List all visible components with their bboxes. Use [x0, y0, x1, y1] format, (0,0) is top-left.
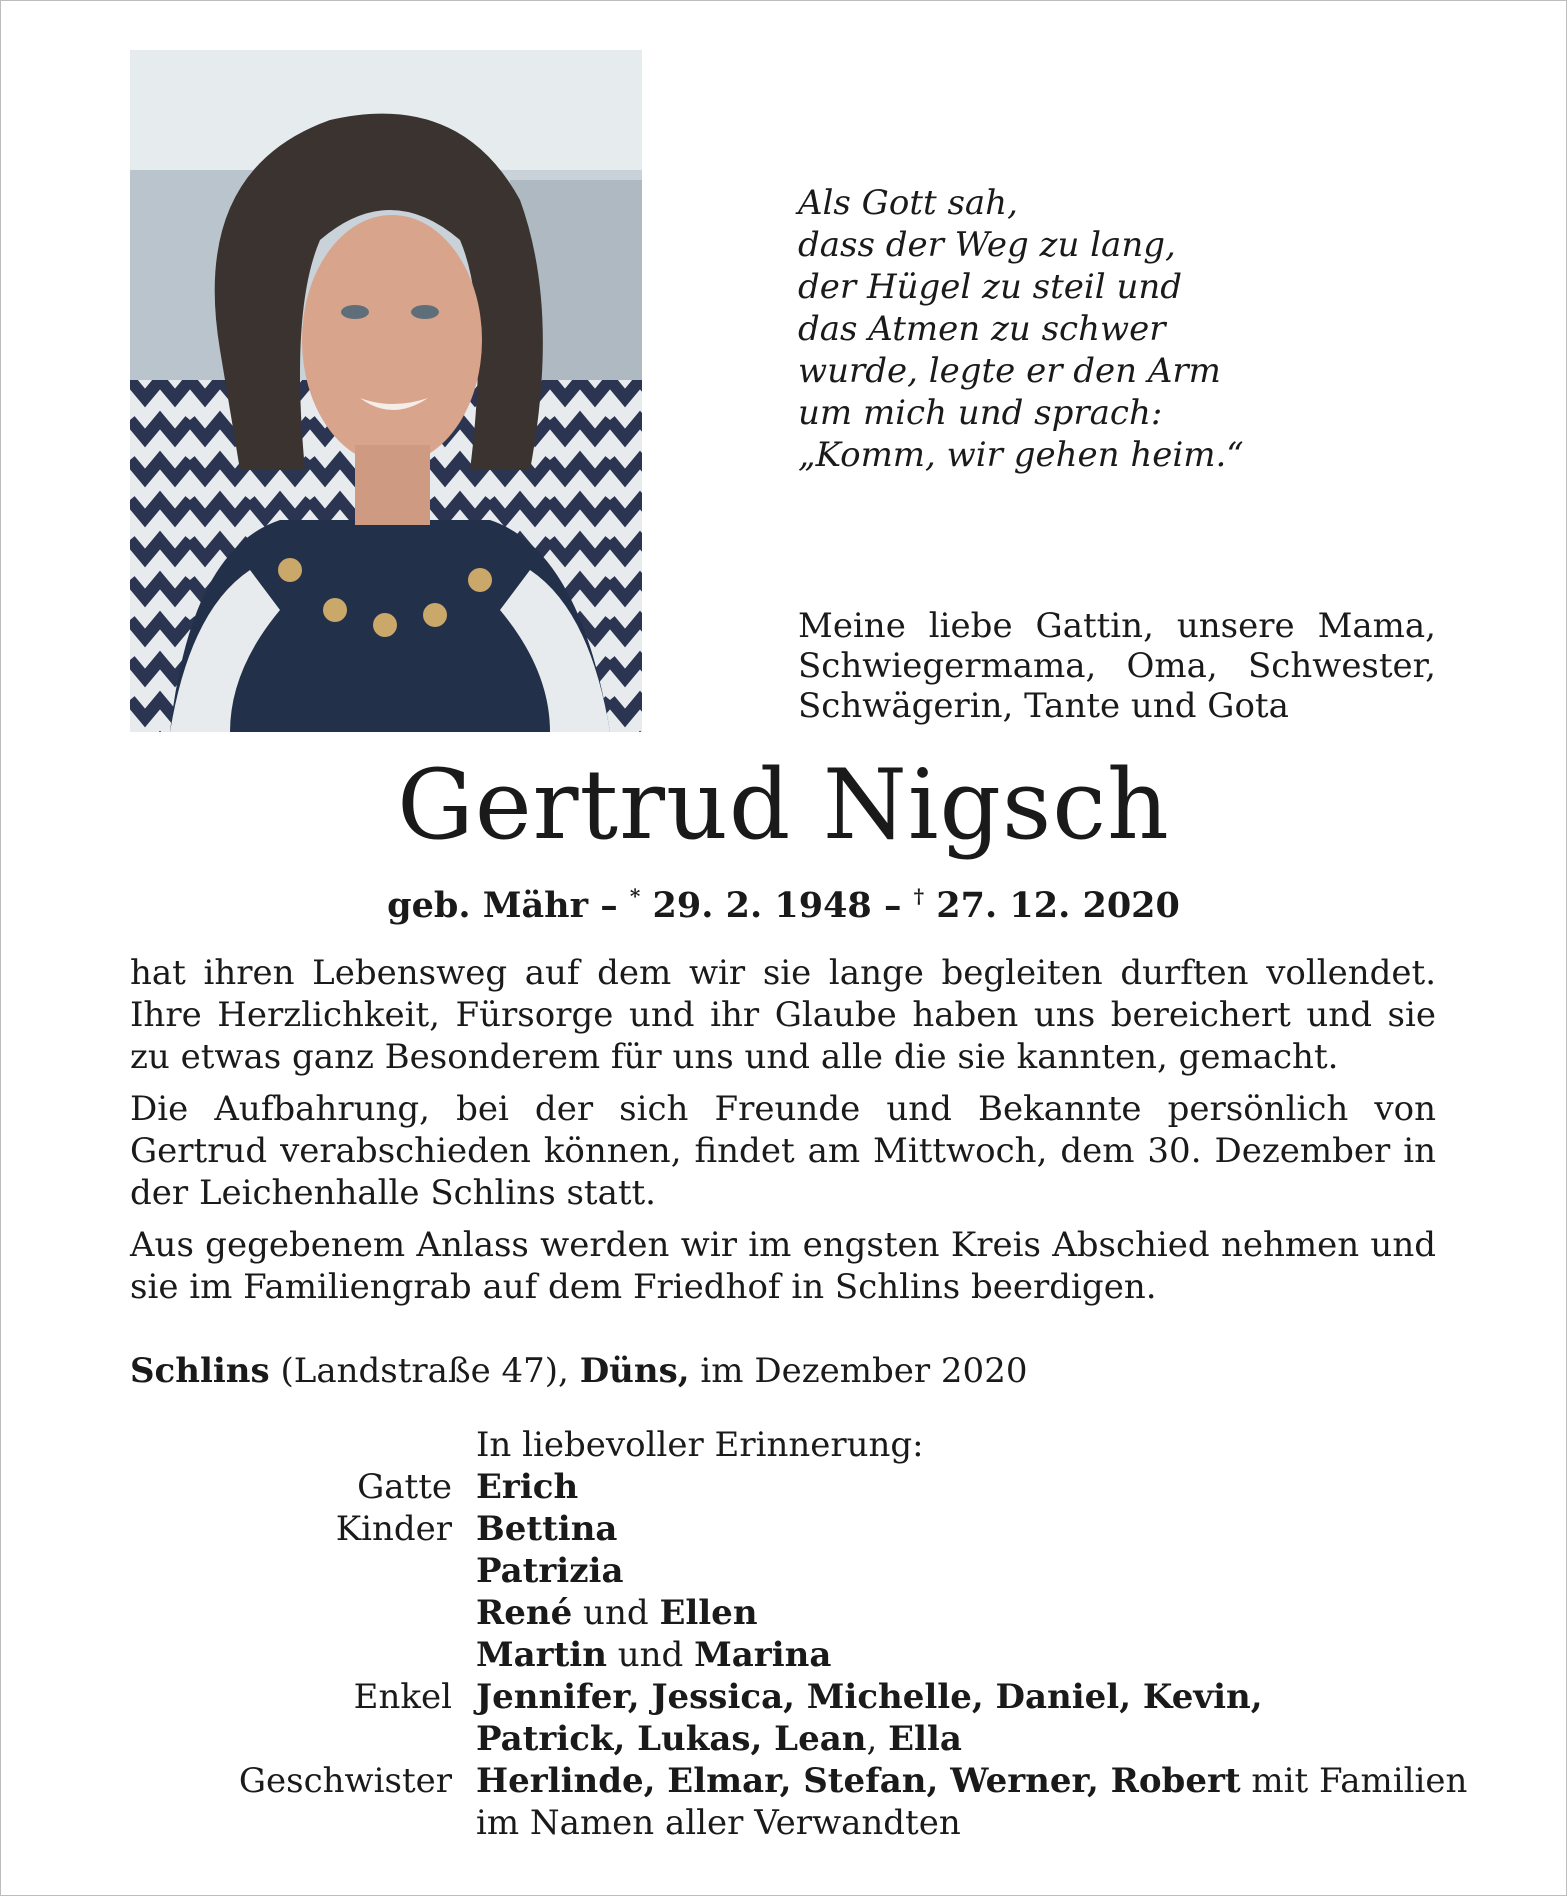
role-label-gatte: Gatte: [357, 1467, 452, 1507]
birth-date: 29. 2. 1948: [640, 885, 872, 926]
siblings-line: [476, 1760, 1500, 1802]
grandchildren-names: Jennifer, Jessica, Michelle, Daniel, Kevin,: [476, 1677, 1263, 1717]
maiden-name: geb. Mähr: [387, 885, 589, 926]
deceased-name: Gertrud Nigsch: [397, 749, 1170, 861]
role-label-kinder: Kinder: [335, 1509, 452, 1549]
poem-line: wurde, legte er den Arm: [798, 351, 1221, 391]
grandchildren-names: Patrick, Lukas, Lean: [476, 1719, 867, 1759]
date-separator: –: [871, 885, 914, 926]
conjunction: und: [606, 1635, 695, 1675]
poem: [798, 182, 1244, 476]
place-schlins: Schlins: [130, 1351, 270, 1391]
memory-heading: In liebevoller Erinnerung:: [476, 1425, 924, 1465]
poem-line: dass der Weg zu lang,: [798, 225, 1176, 265]
role-label-enkel: Enkel: [353, 1677, 452, 1717]
life-dates: [0, 874, 1567, 928]
poem-line: das Atmen zu schwer: [798, 309, 1166, 349]
siblings-names: Herlinde, Elmar, Stefan, Werner, Robert: [476, 1761, 1241, 1801]
role-spacer: [200, 1634, 476, 1676]
poem-line: der Hügel zu steil und: [798, 267, 1183, 307]
separator: ,: [866, 1719, 889, 1759]
child-couple: [476, 1592, 1500, 1634]
role-label-geschwister: Geschwister: [238, 1761, 452, 1801]
partner-name: Marina: [694, 1635, 832, 1675]
paragraph: Die Aufbahrung, bei der sich Freunde und Bekannte persönlich von Gertrud verabschieden können, findet am Mittwoch, dem 30. Dezember in der Leichenhalle Schlins statt.: [130, 1089, 1436, 1213]
child-name: Bettina: [476, 1509, 618, 1549]
child-name: Patrizia: [476, 1551, 624, 1591]
child-name: René: [476, 1593, 573, 1633]
role-spacer: [200, 1802, 476, 1844]
address: (Landstraße 47),: [269, 1351, 580, 1391]
conjunction: und: [572, 1593, 660, 1633]
portrait-photo: [130, 50, 642, 732]
birth-symbol: *: [629, 884, 641, 908]
location-line: [130, 1350, 1027, 1392]
poem-line: „Komm, wir gehen heim.“: [798, 435, 1244, 475]
location-date: im Dezember 2020: [689, 1351, 1028, 1391]
spouse-name: Erich: [476, 1467, 579, 1507]
child-name: Martin: [476, 1635, 607, 1675]
paragraph: Aus gegebenem Anlass werden wir im engsten Kreis Abschied nehmen und sie im Familiengrab auf dem Friedhof in Schlins beerdigen.: [130, 1225, 1436, 1307]
intro-text: Meine liebe Gattin, unsere Mama, Schwiegermama, Oma, Schwester, Schwägerin, Tante und Gota: [798, 606, 1436, 726]
obituary-body: [130, 952, 1436, 1318]
role-spacer: [200, 1592, 476, 1634]
role-spacer: [200, 1424, 476, 1466]
death-date: 27. 12. 2020: [924, 885, 1180, 926]
closing-line: im Namen aller Verwandten: [476, 1803, 961, 1843]
place-duens: Düns,: [579, 1351, 690, 1391]
child-couple: [476, 1634, 1500, 1676]
grandchildren-line: [476, 1718, 1500, 1760]
date-separator: –: [588, 885, 630, 926]
partner-name: Ellen: [659, 1593, 758, 1633]
siblings-suffix: mit Familien: [1240, 1761, 1468, 1801]
role-spacer: [200, 1550, 476, 1592]
paragraph: hat ihren Lebensweg auf dem wir sie lange begleiten durften vollendet. Ihre Herzlichkeit, Fürsorge und ihr Glaube haben uns bereichert und sie zu etwas ganz Besonderem für uns und alle die sie kannten, gemacht.: [130, 953, 1436, 1077]
poem-line: um mich und sprach:: [798, 393, 1163, 433]
grandchild-name: Ella: [888, 1719, 962, 1759]
mourners-list: [200, 1424, 1500, 1844]
poem-line: Als Gott sah,: [798, 183, 1018, 223]
death-symbol: †: [913, 884, 925, 908]
role-spacer: [200, 1718, 476, 1760]
